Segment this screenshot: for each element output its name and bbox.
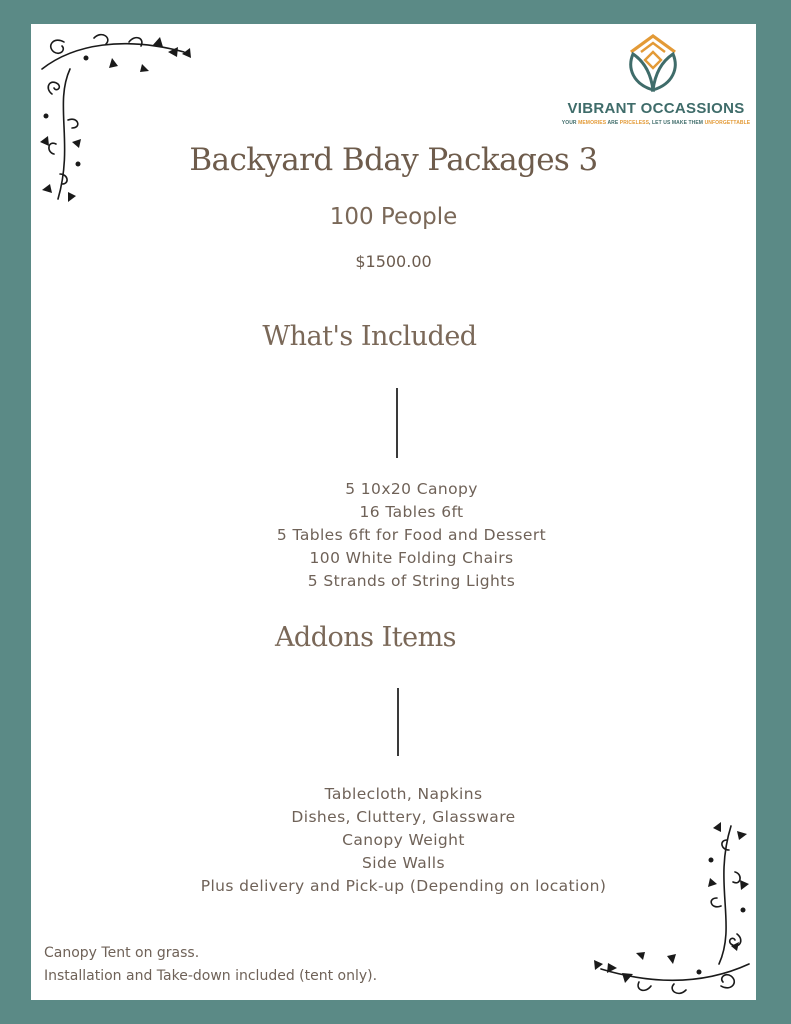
footer-note: Installation and Take-down included (tent only).	[44, 968, 378, 984]
footer-note: Canopy Tent on grass.	[44, 945, 200, 961]
brand-name: VIBRANT OCCASSIONS	[567, 100, 745, 117]
brand-tagline: YOUR MEMORIES ARE PRICELESS, LET US MAKE THEM UNFORGETTABLE	[561, 120, 751, 126]
list-item: Canopy Weight	[342, 831, 465, 849]
flyer-page	[31, 24, 756, 1000]
list-item: Plus delivery and Pick-up (Depending on location)	[200, 877, 607, 895]
guest-count: 100 People	[329, 204, 458, 230]
list-item: Tablecloth, Napkins	[324, 785, 483, 803]
floral-corner-bottom-right-icon	[591, 814, 756, 999]
leaf-house-logo-icon	[623, 32, 683, 94]
included-heading: What's Included	[262, 321, 477, 352]
list-item: Side Walls	[362, 854, 445, 872]
list-item: 5 10x20 Canopy	[345, 480, 478, 498]
included-list	[49, 478, 774, 593]
floral-corner-top-left-icon	[34, 24, 194, 209]
page-title: Backyard Bday Packages 3	[189, 142, 598, 178]
package-price: $1500.00	[355, 252, 432, 271]
list-item: 5 Strands of String Lights	[307, 572, 516, 590]
footer-notes	[44, 942, 377, 988]
list-item: 100 White Folding Chairs	[309, 549, 514, 567]
addons-heading: Addons Items	[274, 622, 457, 653]
divider-line	[397, 688, 399, 756]
list-item: Dishes, Cluttery, Glassware	[291, 808, 516, 826]
list-item: 16 Tables 6ft	[359, 503, 464, 521]
brand-logo	[561, 32, 751, 137]
divider-line	[396, 388, 398, 458]
list-item: 5 Tables 6ft for Food and Dessert	[276, 526, 547, 544]
